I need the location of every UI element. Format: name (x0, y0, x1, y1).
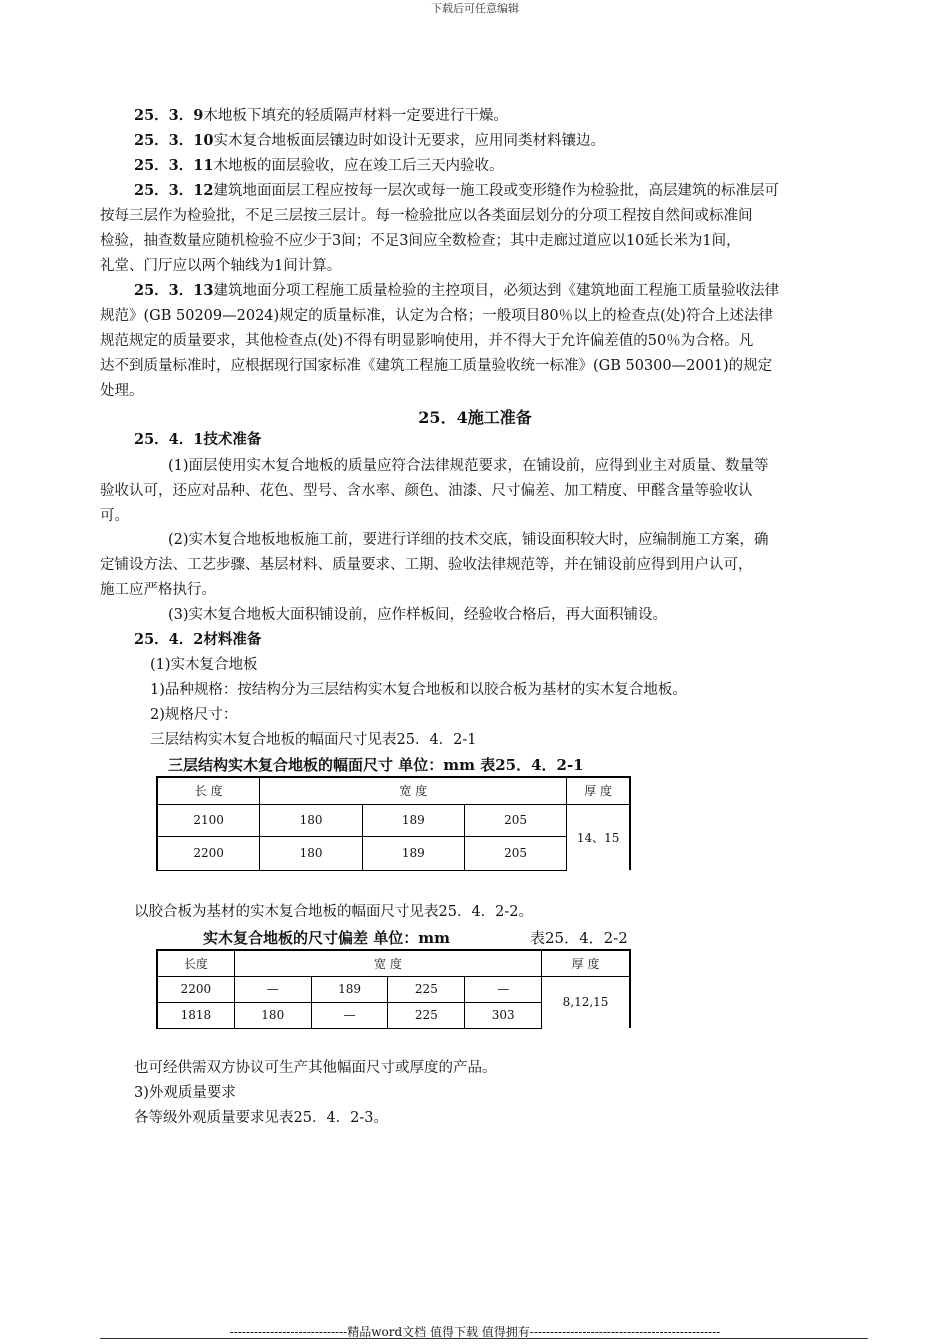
table1-header-thickness: 厚 度 (567, 777, 630, 804)
table1-cell: 189 (362, 836, 464, 870)
clause-25-3-13-line-5: 处理。 (100, 383, 144, 399)
page-header: 下载后可任意编辑 (431, 2, 519, 15)
clause-25-3-12-line-3: 检验，抽查数量应随机检验不应少于3间；不足3间应全数检查；其中走廊过道应以10延长米为1间， (100, 233, 741, 249)
subsection-materials: 25．4．2材料准备 (134, 631, 262, 648)
table1-cell: 205 (464, 804, 566, 836)
tail-line-1: 也可经供需双方协议可生产其他幅面尺寸或厚度的产品。 (134, 1060, 497, 1076)
table2-cell: 225 (388, 1002, 465, 1028)
subsection-technical: 25．4．1技术准备 (134, 431, 262, 448)
table2-cell: 225 (388, 976, 465, 1002)
tech-1-line-3: 可。 (100, 508, 129, 524)
table2-cell: 303 (465, 1002, 542, 1028)
table2-caption: 实木复合地板的尺寸偏差 单位：mm (203, 929, 450, 947)
table1-cell: 2100 (157, 804, 260, 836)
clause-25-3-13-line-3: 规范规定的质量要求，其他检查点(处)不得有明显影响使用，并不得大于允许偏差值的50％为合格。凡 (100, 333, 754, 349)
section-title: 25．4施工准备 (418, 408, 532, 427)
table1-cell: 180 (260, 836, 362, 870)
table1-cell: 189 (362, 804, 464, 836)
tail-line-3: 各等级外观质量要求见表25．4．2-3。 (134, 1110, 389, 1126)
table1-thickness-cell: 14、15 (567, 804, 630, 870)
material-line-3: 2)规格尺寸： (150, 707, 238, 723)
tech-3-line-1: (3)实木复合地板大面积铺设前，应作样板间，经验收合格后，再大面积铺设。 (168, 607, 668, 623)
table-three-layer-sizes (156, 776, 631, 871)
table2-cell: 2200 (157, 976, 234, 1002)
material-line-1: (1)实木复合地板 (150, 657, 258, 673)
table1-header-width: 宽 度 (260, 777, 567, 804)
table2-cell: 1818 (157, 1002, 234, 1028)
tech-2-line-2: 定铺设方法、工艺步骤、基层材料、质量要求、工期、验收法律规范等，并在铺设前应得到用户认可， (100, 557, 753, 573)
table2-header-thickness: 厚 度 (542, 950, 630, 976)
clause-25-3-13-line-4: 达不到质量标准时，应根据现行国家标准《建筑工程施工质量验收统一标准》(GB 50300—2001)的规定 (100, 358, 773, 374)
table2-thickness-cell: 8,12,15 (542, 976, 630, 1028)
tech-2-line-1: (2)实木复合地板地板施工前，要进行详细的技术交底，铺设面积较大时，应编制施工方案，确 (168, 532, 769, 548)
tail-line-2: 3)外观质量要求 (134, 1085, 236, 1101)
material-line-4: 三层结构实木复合地板的幅面尺寸见表25．4．2-1 (150, 732, 477, 748)
table1-header-length: 长 度 (157, 777, 260, 804)
tech-2-line-3: 施工应严格执行。 (100, 582, 216, 598)
table2-cell: — (234, 976, 311, 1002)
table1-cell: 205 (464, 836, 566, 870)
table2-cell: — (311, 1002, 388, 1028)
page-footer: -----------------------------精品word文档 值得下载 值得拥有----------------------------------------------- (229, 1325, 721, 1339)
material-line-2: 1)品种规格：按结构分为三层结构实木复合地板和以胶合板为基材的实木复合地板。 (150, 682, 687, 698)
tech-1-line-2: 验收认可，还应对品种、花色、型号、含水率、颜色、油漆、尺寸偏差、加工精度、甲醛含量等验收认 (100, 483, 753, 499)
table1-cell: 180 (260, 804, 362, 836)
clause-25-3-12: 25．3．12建筑地面面层工程应按每一层次或每一施工段或变形缝作为检验批，高层建筑的标准层可 (134, 182, 779, 199)
table-plywood-sizes (156, 949, 631, 1029)
table2-caption-number: 表25．4．2-2 (530, 929, 628, 947)
after-table1-text: 以胶合板为基材的实木复合地板的幅面尺寸见表25．4．2-2。 (134, 904, 534, 920)
table2-cell: — (465, 976, 542, 1002)
table2-cell: 189 (311, 976, 388, 1002)
clause-25-3-11: 25．3．11木地板的面层验收，应在竣工后三天内验收。 (134, 157, 504, 174)
table2-cell: 180 (234, 1002, 311, 1028)
clause-25-3-13: 25．3．13建筑地面分项工程施工质量检验的主控项目，必须达到《建筑地面工程施工质量验收法律 (134, 282, 779, 299)
table2-header-width: 宽 度 (234, 950, 541, 976)
footer-rule (100, 1338, 868, 1339)
clause-25-3-9: 25．3．9木地板下填充的轻质隔声材料一定要进行干燥。 (134, 107, 508, 124)
clause-25-3-10: 25．3．10实木复合地板面层镶边时如设计无要求，应用同类材料镶边。 (134, 132, 605, 149)
clause-25-3-12-line-2: 按每三层作为检验批，不足三层按三层计。每一检验批应以各类面层划分的分项工程按自然间或标准间 (100, 208, 753, 224)
table1-caption: 三层结构实木复合地板的幅面尺寸 单位：mm 表25．4．2-1 (168, 756, 584, 774)
tech-1-line-1: (1)面层使用实木复合地板的质量应符合法律规范要求，在铺设前，应得到业主对质量、数量等 (168, 458, 769, 474)
table1-cell: 2200 (157, 836, 260, 870)
clause-25-3-12-line-4: 礼堂、门厅应以两个轴线为1间计算。 (100, 258, 342, 274)
clause-25-3-13-line-2: 规范》(GB 50209—2024)规定的质量标准，认定为合格；一般项目80％以上的检查点(处)符合上述法律 (100, 308, 773, 324)
table2-header-length: 长度 (157, 950, 234, 976)
